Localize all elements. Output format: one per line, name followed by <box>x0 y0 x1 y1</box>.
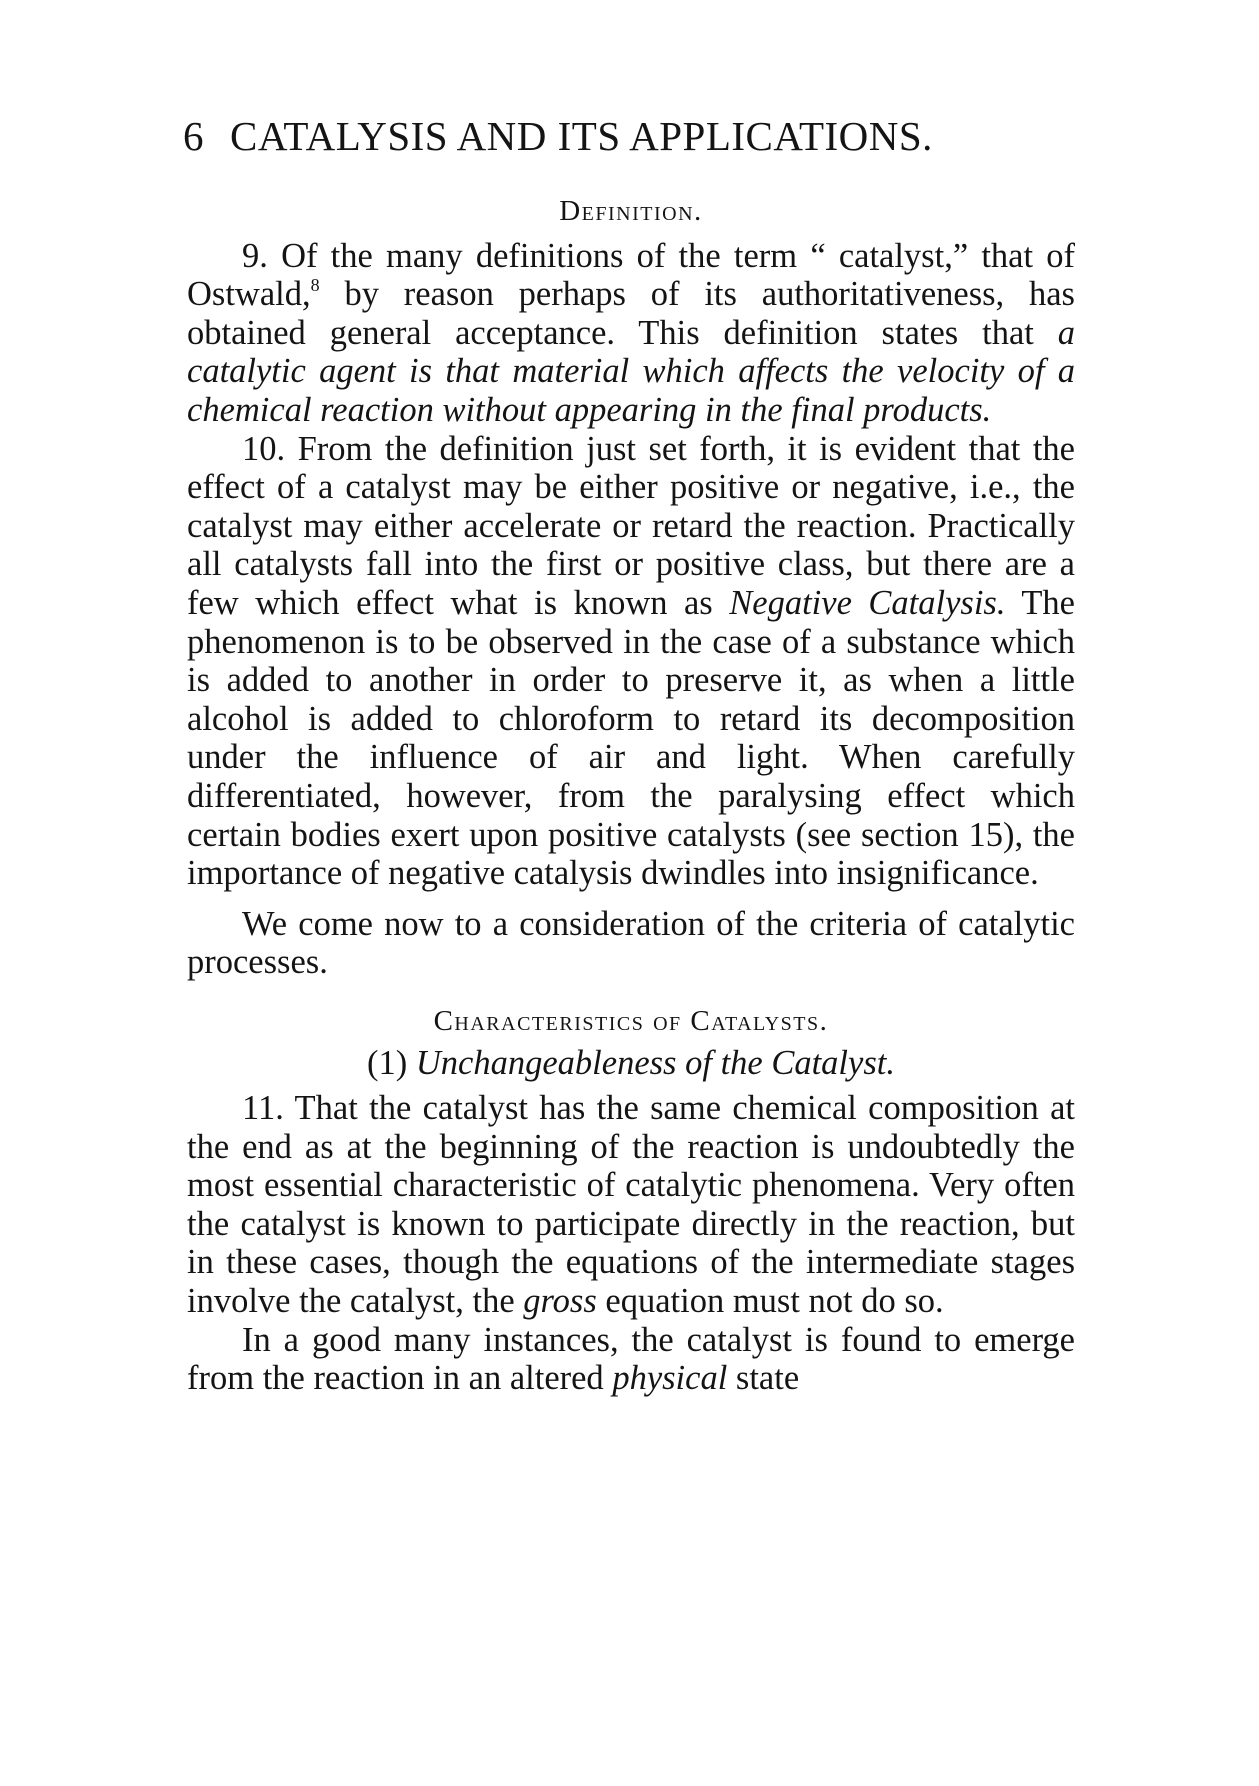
subheading-number: (1) <box>367 1044 408 1083</box>
footnote-ref-8: 8 <box>310 275 320 296</box>
paragraph-9-text-a: 9. Of the many definitions of the term “ catalyst,” that of Ostwald, <box>187 236 1075 314</box>
subheading <box>187 1044 1075 1083</box>
subheading-title: Unchangeableness of the Catalyst. <box>415 1044 895 1083</box>
paragraph-10-text-a: 10. From the definition just set forth, it is evident that the effect of a catalyst may be either positive or negative, i.e., the catalyst may either accelerate or retard the reaction. Practically all catalysts fall into the first or positive class, but there are a few which effect what is known as <box>187 429 1075 622</box>
page-number: 6 <box>183 113 204 159</box>
body-text <box>187 192 1075 1398</box>
paragraph-9 <box>187 237 1075 430</box>
paragraph-10-text-b: The phenomenon is to be observed in the case of a substance which is added to another in order to preserve it, as when a little alcohol is added to chloroform to retard its decomposition under the influence of air and light. When carefully differentiated, however, from the paralysing effect which certain bodies exert upon positive catalysts (see section 15), the importance of negative catalysis dwindles into insignificance. <box>187 583 1075 893</box>
paragraph-10 <box>187 430 1075 893</box>
paragraph-12-text-b: state <box>727 1359 800 1398</box>
paragraph-9-text-b: by reason perhaps of its authoritativeness, has obtained general acceptance. This definition states that <box>187 275 1075 352</box>
paragraph-12 <box>187 1321 1075 1398</box>
running-title: CATALYSIS AND ITS APPLICATIONS. <box>230 113 933 159</box>
spacer <box>187 893 1075 905</box>
running-head <box>183 112 1063 160</box>
spacer <box>187 982 1075 1002</box>
paragraph-11-text-a: 11. That the catalyst has the same chemical composition at the end as at the beginning of the reaction is undoubtedly the most essential characteristic of catalytic phenomena. Very often the catalyst is known to participate directly in the reaction, but in these cases, though the equations of the intermediate stages involve the catalyst, the <box>187 1089 1075 1321</box>
paragraph-11-text-b: equation must not do so. <box>596 1282 944 1321</box>
paragraph-11 <box>187 1089 1075 1321</box>
paragraph-12-italic: physical <box>612 1359 728 1398</box>
paragraph-12-text-a: In a good many instances, the catalyst is found to emerge from the reaction in an altered <box>187 1320 1075 1398</box>
paragraph-10-italic: Negative Catalysis. <box>729 583 1006 622</box>
section-heading-definition: Definition. <box>559 195 703 227</box>
section-heading-characteristics: Characteristics of Catalysts. <box>433 1004 829 1037</box>
paragraph-9-definition-italic: a catalytic agent is that material which affects the velocity of a chemical reaction without appearing in the final products. <box>187 313 1075 429</box>
transition-paragraph: We come now to a consideration of the criteria of catalytic processes. <box>187 904 1075 982</box>
paragraph-11-italic: gross <box>523 1282 597 1321</box>
